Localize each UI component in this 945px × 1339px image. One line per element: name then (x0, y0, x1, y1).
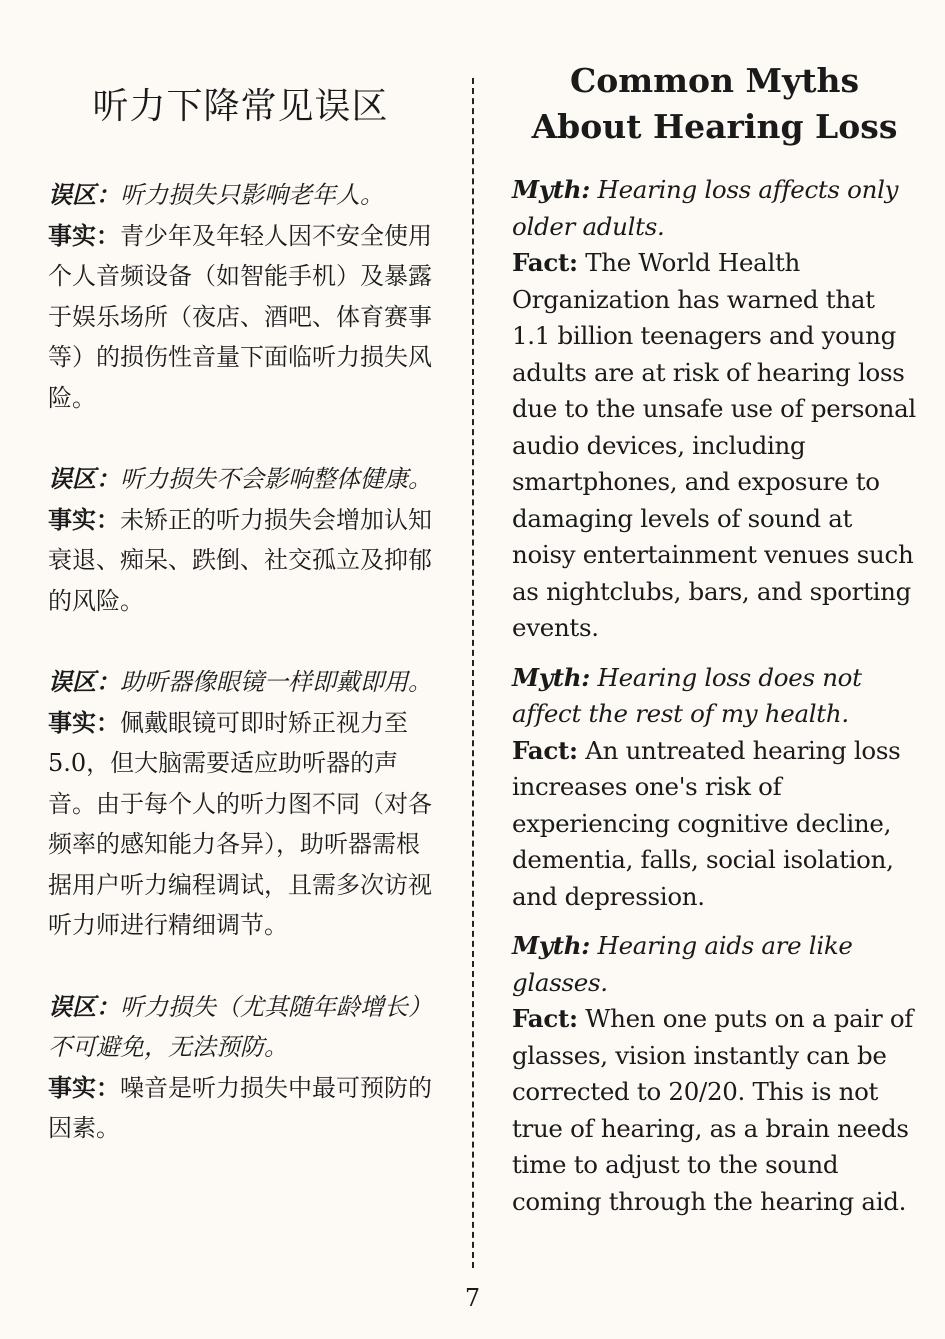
chinese-myth-item-3 (48, 662, 433, 946)
fact-label: 事实： (48, 220, 120, 250)
myth-label: 误区： (48, 464, 120, 493)
myth-label: Myth: (512, 175, 591, 204)
myth-text: Hearing aids are like glasses. (512, 931, 853, 997)
chinese-column (48, 78, 433, 1190)
myth-label: 误区： (48, 991, 120, 1021)
column-divider (472, 78, 474, 1268)
myth-text: 听力损失只影响老年人。 (120, 181, 384, 209)
page-number: 7 (464, 1284, 481, 1312)
english-myth-item-3 (512, 928, 917, 1220)
chinese-myth-statement (48, 662, 433, 703)
fact-label: 事实： (48, 707, 120, 737)
fact-label: 事实： (48, 504, 120, 534)
chinese-myth-statement (48, 987, 433, 1068)
fact-label: 事实： (48, 1072, 120, 1102)
chinese-myth-item-2 (48, 459, 433, 621)
chinese-myth-statement (48, 459, 433, 500)
chinese-myth-statement (48, 175, 433, 216)
fact-text: The World Health Organization has warned that 1.1 billion teenagers and young adults are at risk of hearing loss due to the unsafe use of personal audio devices, including smartphones, and exposure to damaging levels of sound at noisy entertainment venues such as nightclubs, bars, and sporting events. (512, 248, 916, 642)
fact-text: 佩戴眼镜可即时矫正视力至5.0，但大脑需要适应助听器的声音。由于每个人的听力图不同（对各频率的感知能力各异），助听器需根据用户听力编程调试，且需多次访视听力师进行精细调节。 (48, 708, 432, 939)
myth-label: 误区： (48, 180, 120, 209)
myth-text: 听力损失不会影响整体健康。 (120, 465, 432, 493)
fact-label: Fact: (512, 735, 578, 765)
fact-text: An untreated hearing loss increases one's risk of experiencing cognitive decline, dementia, falls, social isolation, and depression. (512, 735, 901, 911)
fact-text: When one puts on a pair of glasses, vision instantly can be corrected to 20/20. This is not true of hearing, as a brain needs time to adjust to the sound coming through the hearing aid. (512, 1004, 914, 1216)
myth-text: Hearing loss affects only older adults. (512, 175, 899, 241)
chinese-myth-item-1 (48, 175, 433, 418)
myth-text: 听力损失（尤其随年龄增长）不可避免，无法预防。 (48, 992, 432, 1061)
fact-text: 噪音是听力损失中最可预防的因素。 (48, 1073, 432, 1142)
english-myth-statement (512, 660, 917, 733)
english-myth-statement (512, 172, 917, 245)
fact-label: Fact: (512, 248, 578, 277)
english-column (512, 58, 917, 1233)
chinese-title: 听力下降常见误区 (92, 86, 389, 127)
english-myth-item-2 (512, 660, 917, 916)
myth-label: Myth: (512, 662, 591, 692)
english-title: Common Myths About Hearing Loss (531, 61, 898, 146)
chinese-myth-item-4 (48, 987, 433, 1149)
english-myth-item-1 (512, 172, 917, 647)
myth-label: Myth: (512, 931, 591, 960)
myth-text: 助听器像眼镜一样即戴即用。 (120, 668, 432, 696)
fact-label: Fact: (512, 1004, 578, 1033)
myth-text: Hearing loss does not affect the rest of my health. (512, 662, 862, 728)
fact-text: 青少年及年轻人因不安全使用个人音频设备（如智能手机）及暴露于娱乐场所（夜店、酒吧、体育赛事等）的损伤性音量下面临听力损失风险。 (48, 221, 432, 412)
fact-text: 未矫正的听力损失会增加认知衰退、痴呆、跌倒、社交孤立及抑郁的风险。 (48, 505, 432, 615)
english-myth-statement (512, 928, 917, 1001)
myth-label: 误区： (48, 667, 120, 696)
